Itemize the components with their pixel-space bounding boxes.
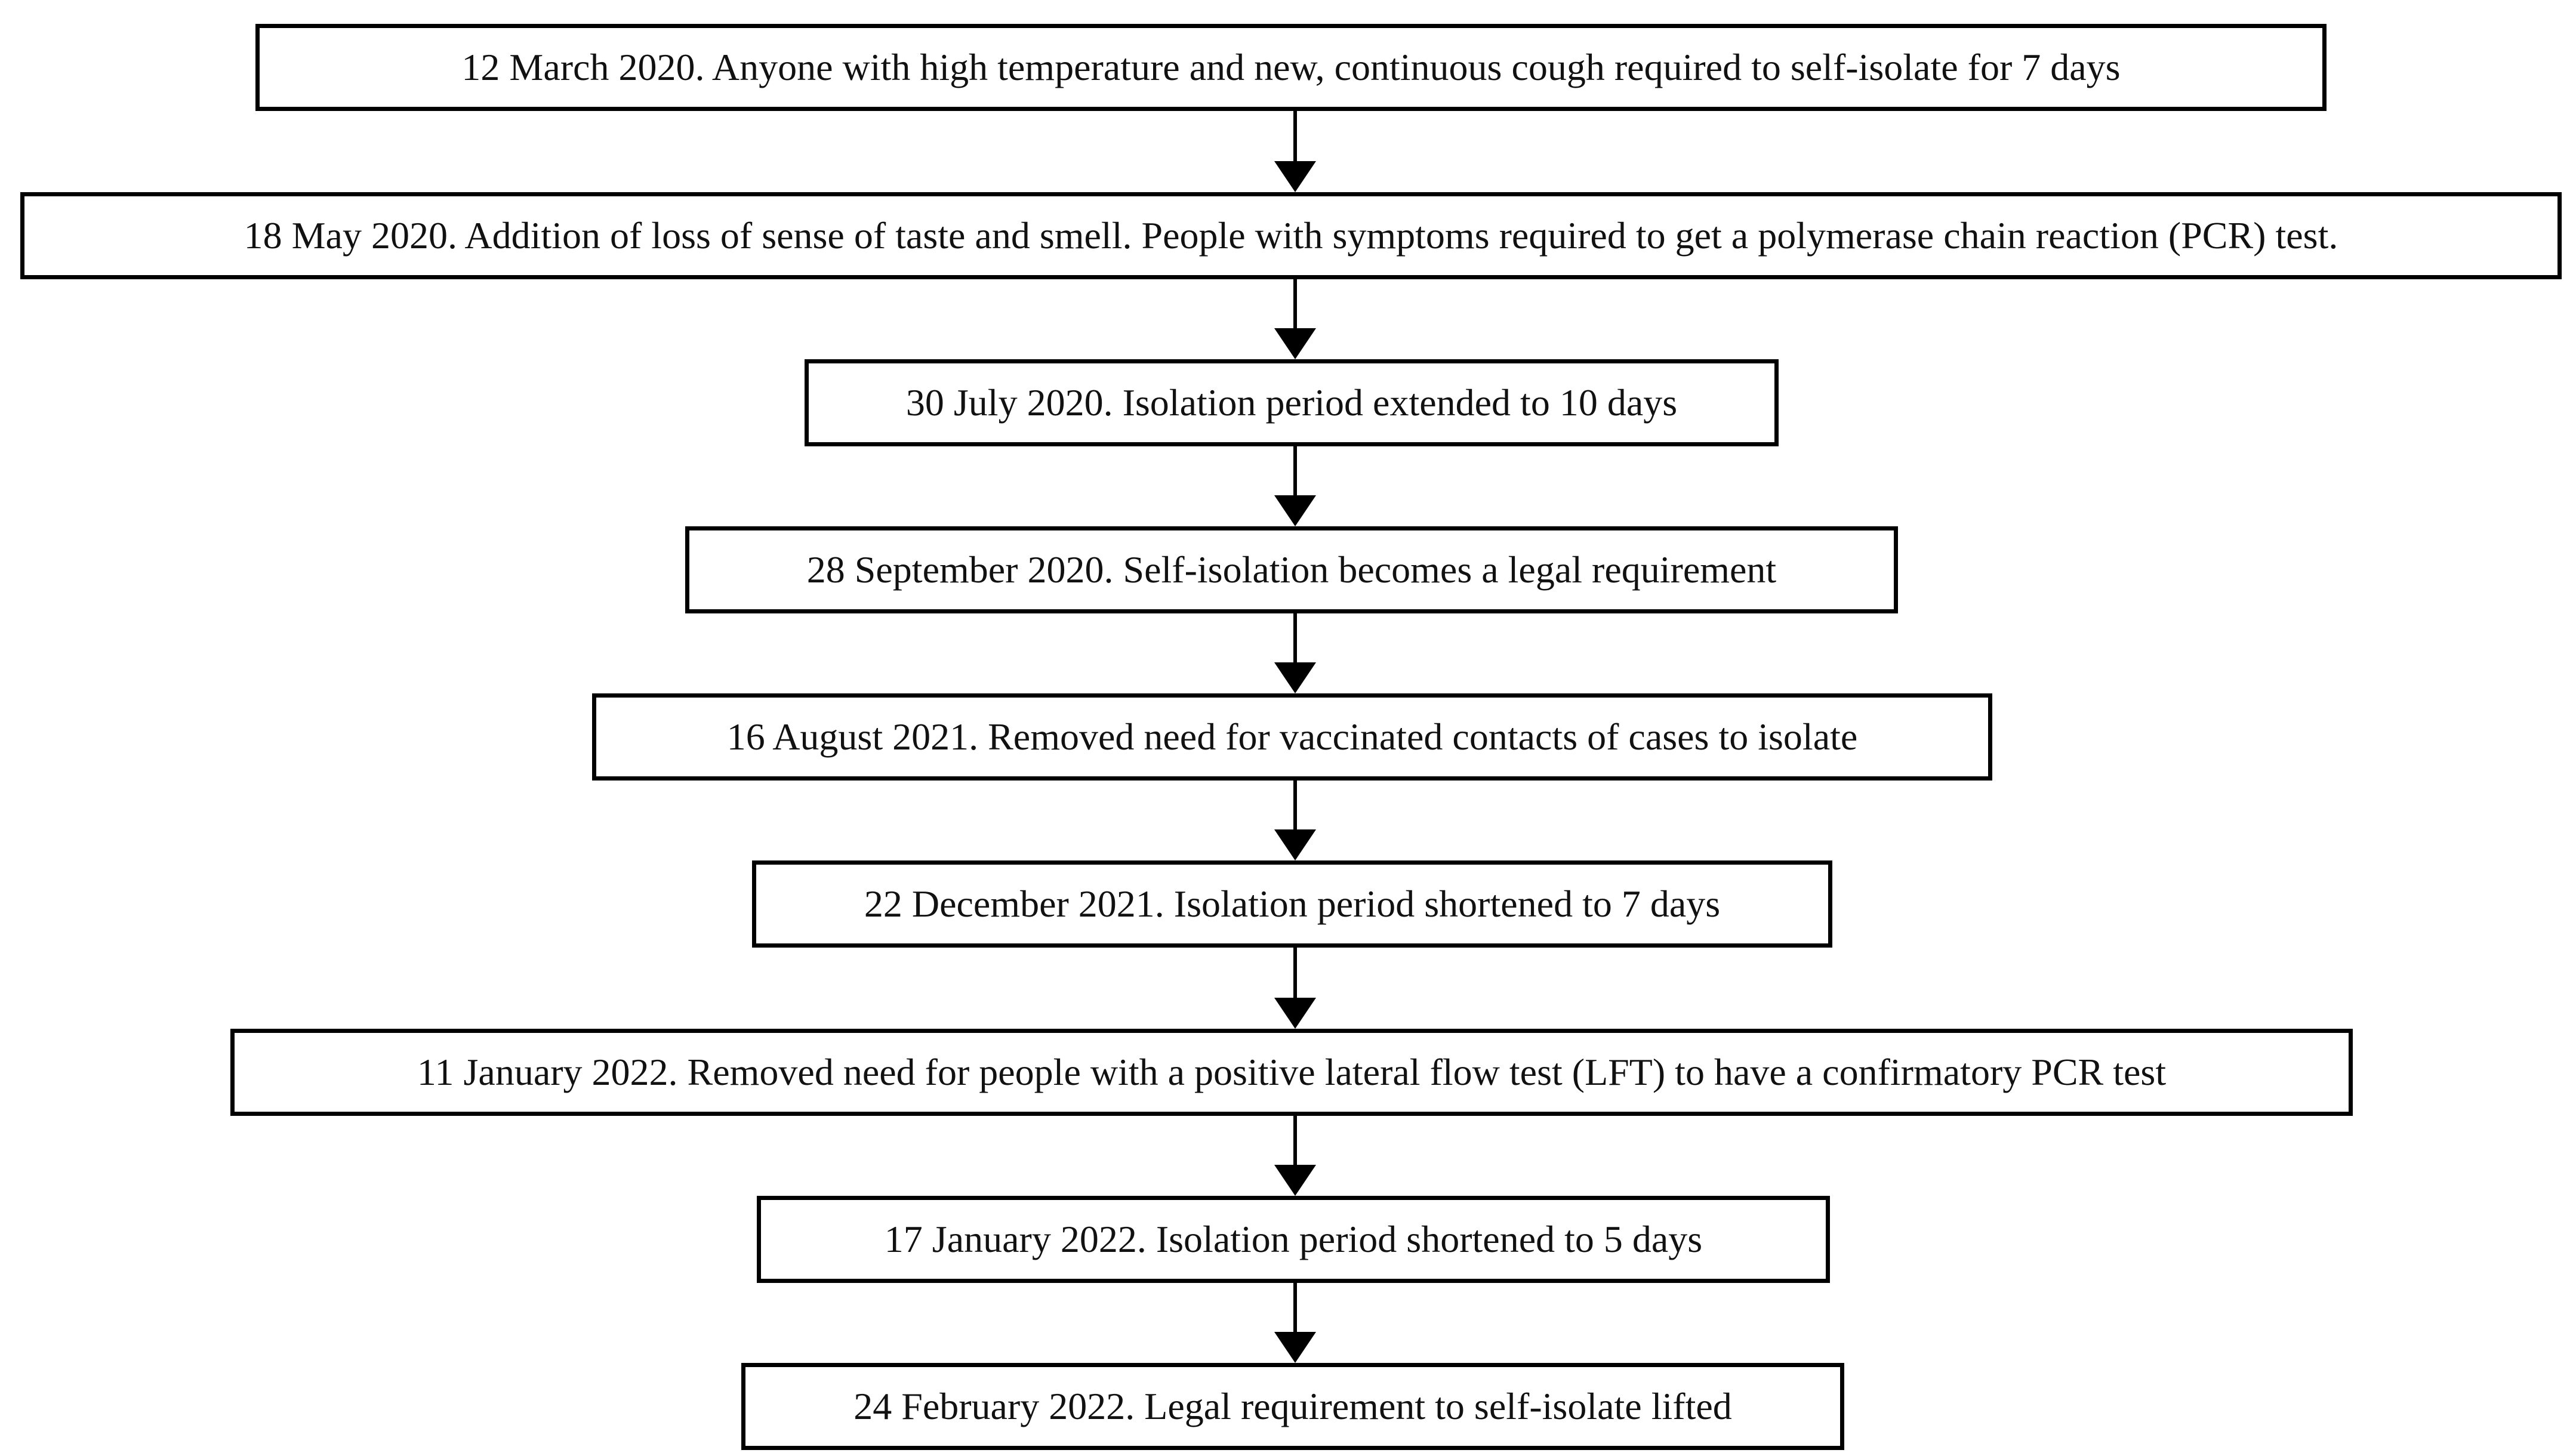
step-text-1: 12 March 2020. Anyone with high temperature and new, continuous cough required to self-isolate for 7 days (461, 46, 2121, 88)
step-box-1 (255, 24, 2327, 111)
step-box-2 (20, 192, 2562, 279)
step-box-9 (741, 1363, 1844, 1450)
arrow-2 (1274, 279, 1316, 359)
step-text-5: 16 August 2021. Removed need for vaccinated contacts of cases to isolate (726, 715, 1858, 758)
step-box-3 (805, 359, 1779, 446)
arrow-8 (1274, 1283, 1316, 1363)
step-box-6 (752, 860, 1832, 948)
step-text-7: 11 January 2022. Removed need for people with a positive lateral flow test (LFT) to have a confirmatory PCR test (417, 1051, 2167, 1093)
step-text-4: 28 September 2020. Self-isolation becomes a legal requirement (806, 548, 1777, 591)
step-box-5 (592, 693, 1992, 781)
step-text-6: 22 December 2021. Isolation period shortened to 7 days (864, 883, 1721, 925)
step-box-7 (230, 1029, 2353, 1116)
step-box-8 (757, 1196, 1830, 1283)
arrow-4 (1274, 613, 1316, 693)
arrow-3 (1274, 446, 1316, 526)
step-text-2: 18 May 2020. Addition of loss of sense of taste and smell. People with symptoms required to get a polymerase chain reaction (PCR) test. (244, 214, 2338, 257)
step-box-4 (685, 526, 1898, 613)
step-text-3: 30 July 2020. Isolation period extended to 10 days (905, 381, 1678, 424)
arrow-5 (1274, 781, 1316, 860)
step-text-9: 24 February 2022. Legal requirement to self-isolate lifted (853, 1385, 1732, 1427)
arrow-1 (1274, 111, 1316, 192)
step-text-8: 17 January 2022. Isolation period shortened to 5 days (884, 1218, 1703, 1260)
arrow-6 (1274, 948, 1316, 1029)
arrow-7 (1274, 1116, 1316, 1196)
